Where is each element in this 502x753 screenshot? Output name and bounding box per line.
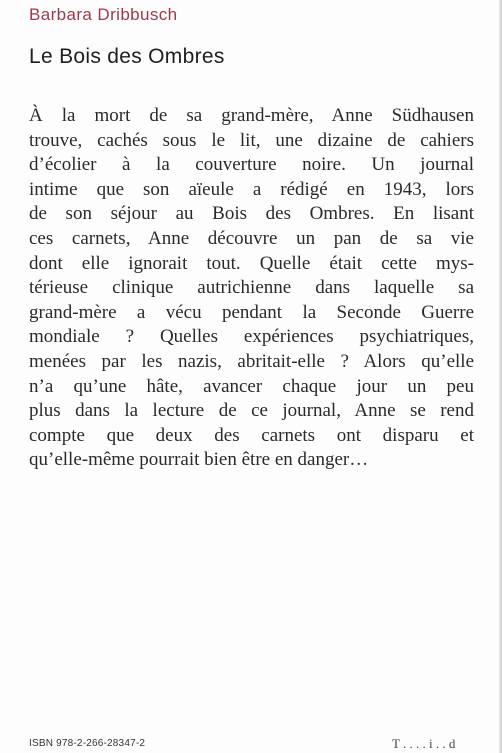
blurb-line: trouve, cachés sous le lit, une dizaine de cahiers xyxy=(29,129,474,151)
blurb-line: grand-mère a vécu pendant la Seconde Guerre xyxy=(29,301,474,323)
blurb-text xyxy=(29,104,474,473)
blurb-line: n’a qu’une hâte, avancer chaque jour un peu xyxy=(29,375,474,397)
blurb-line: menées par les nazis, abritait-elle ? Alors qu’elle xyxy=(29,350,474,372)
blurb-line: dont elle ignorait tout. Quelle était cette mys- xyxy=(29,252,474,274)
blurb-line: de son séjour au Bois des Ombres. En lisant xyxy=(29,203,474,225)
blurb-line: térieuse clinique autrichienne dans laquelle sa xyxy=(29,277,474,299)
cut-off-text: T . . . . i . . d xyxy=(392,736,456,751)
blurb-line: À la mort de sa grand-mère, Anne Südhausen xyxy=(29,105,474,126)
blurb-line: plus dans la lecture de ce journal, Anne se rend xyxy=(29,400,474,422)
isbn-number: ISBN 978-2-266-28347-2 xyxy=(29,738,146,749)
blurb-line: intime que son aïeule a rédigé en 1943, lors xyxy=(29,178,474,200)
blurb-line: d’écolier à la couverture noire. Un journal xyxy=(29,154,474,176)
blurb-line: compte que deux des carnets ont disparu et xyxy=(29,424,474,446)
blurb-line: mondiale ? Quelles expériences psychiatriques, xyxy=(29,326,474,348)
book-title: Le Bois des Ombres xyxy=(29,45,225,68)
author-name: Barbara Dribbusch xyxy=(29,5,178,24)
blurb-line: qu’elle-même pourrait bien être en danger… xyxy=(29,449,369,471)
blurb-line: ces carnets, Anne découvre un pan de sa vie xyxy=(29,227,474,249)
